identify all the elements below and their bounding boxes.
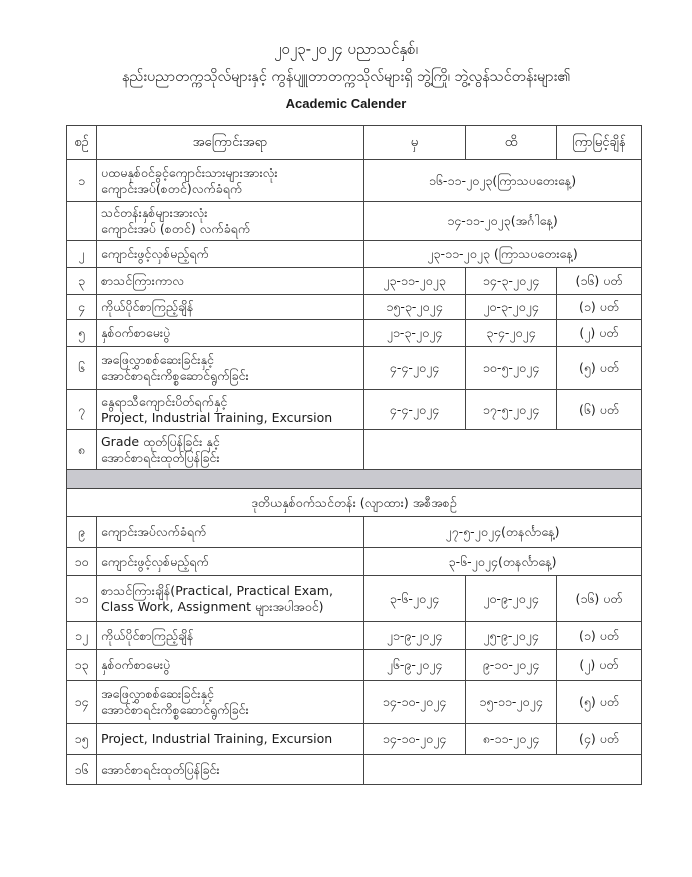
to-date: ၁၀-၅-၂၀၂၄ — [466, 347, 557, 390]
activity-cell — [97, 517, 364, 548]
table-row — [67, 681, 642, 724]
duration: (၄) ပတ် — [557, 724, 642, 755]
activity-cell — [97, 622, 364, 650]
activity-cell — [97, 755, 364, 785]
duration: (၁) ပတ် — [557, 295, 642, 320]
duration: (၁) ပတ် — [557, 622, 642, 650]
to-date: ၉-၁၀-၂၀၂၄ — [466, 650, 557, 681]
duration: (၁၆) ပတ် — [557, 268, 642, 295]
activity-line: ကျောင်းအပ်လက်ခံရက် — [101, 524, 207, 539]
table-row — [67, 548, 642, 576]
activity-line: ကျောင်းအပ်(စတင်)လက်ခံရက် — [101, 180, 243, 196]
activity-line: ကိုယ်ပိုင်စာကြည့်ချိန် — [101, 627, 194, 643]
row-number: ၄ — [67, 295, 97, 320]
activity-cell — [97, 241, 364, 268]
activity-line: နှစ်ဝက်စာမေးပွဲ — [101, 325, 171, 340]
activity-line: ပထမနှစ်ဝင်ခွင့်ကျောင်းသားများအားလုံး — [101, 164, 278, 180]
row-number: ၁၃ — [67, 650, 97, 681]
from-date: ၁၅-၃-၂၀၂၄ — [364, 295, 466, 320]
activity-cell — [97, 390, 364, 430]
date-span-cell: ၃-၆-၂၀၂၄(တနင်္လာနေ့) — [364, 548, 642, 576]
duration: (၅) ပတ် — [557, 681, 642, 724]
activity-line: ကိုယ်ပိုင်စာကြည့်ချိန် — [101, 299, 194, 314]
to-date: ၂၅-၉-၂၀၂၄ — [466, 622, 557, 650]
gray-band-row — [67, 470, 642, 489]
to-date: ၂၀-၉-၂၀၂၄ — [466, 576, 557, 622]
activity-line: စာသင်ကြားကာလ — [101, 273, 184, 288]
calendar-title: Academic Calender — [285, 96, 407, 111]
activity-cell — [97, 724, 364, 755]
duration: (၁၆) ပတ် — [557, 576, 642, 622]
table-header-row — [67, 126, 642, 160]
date-span-cell: ၁၄-၁၁-၂၀၂၃(အင်္ဂါနေ့) — [364, 202, 642, 241]
table-row — [67, 202, 642, 241]
column-header-activity: အကြောင်းအရာ — [97, 126, 364, 160]
table-row — [67, 755, 642, 785]
date-span-cell — [364, 755, 642, 785]
table-row — [67, 241, 642, 268]
semester2-rows — [67, 517, 642, 785]
semester2-header: ဒုတိယနှစ်ဝက်သင်တန်း (လျာထား) အစီအစဉ် — [67, 489, 642, 517]
date-span-cell: ၂၇-၅-၂၀၂၄(တနင်္လာနေ့) — [364, 517, 642, 548]
date-span-cell: ၂၃-၁၁-၂၀၂၃ (ကြာသပတေးနေ့) — [364, 241, 642, 268]
to-date: ၈-၁၁-၂၀၂၄ — [466, 724, 557, 755]
table-row — [67, 268, 642, 295]
activity-line: စာသင်ကြားချိန်(Practical, Practical Exam, — [101, 582, 333, 598]
activity-line: Grade ထုတ်ပြန်ခြင်း နှင့် — [101, 433, 220, 449]
column-header-from: မှ — [364, 126, 466, 160]
from-date: ၄-၄-၂၀၂၄ — [364, 390, 466, 430]
row-number: ၈ — [67, 430, 97, 470]
activity-line: အဖြေလွှာစစ်ဆေးခြင်းနှင့် — [101, 686, 214, 701]
row-number: ၁၀ — [67, 548, 97, 576]
from-date: ၂၆-၉-၂၀၂၄ — [364, 650, 466, 681]
from-date: ၂၁-၃-၂၀၂၄ — [364, 320, 466, 347]
row-number: ၅ — [67, 320, 97, 347]
duration: (၆) ပတ် — [557, 390, 642, 430]
activity-line: အောင်စာရင်းကိစ္စဆောင်ရွက်ခြင်း — [101, 702, 249, 717]
date-span-cell: ၁၆-၁၁-၂၀၂၃(ကြာသပတေးနေ့) — [364, 160, 642, 202]
table-row — [67, 517, 642, 548]
to-date: ၁၅-၁၁-၂၀၂၄ — [466, 681, 557, 724]
activity-cell — [97, 576, 364, 622]
activity-cell — [97, 268, 364, 295]
row-number: ၁၆ — [67, 755, 97, 785]
date-span-cell — [364, 430, 642, 470]
row-number: ၁၄ — [67, 681, 97, 724]
row-number: ၁၁ — [67, 576, 97, 622]
from-date: ၂၃-၁၁-၂၀၂၃ — [364, 268, 466, 295]
activity-cell — [97, 202, 364, 241]
activity-line: နှစ်ဝက်စာမေးပွဲ — [101, 657, 171, 672]
table-row — [67, 320, 642, 347]
activity-cell — [97, 548, 364, 576]
column-header-to: ထိ — [466, 126, 557, 160]
table-row — [67, 622, 642, 650]
from-date: ၁၄-၁၀-၂၀၂၄ — [364, 724, 466, 755]
duration: (၅) ပတ် — [557, 347, 642, 390]
from-date: ၁၄-၁၀-၂၀၂၄ — [364, 681, 466, 724]
activity-line: အောင်စာရင်းထုတ်ပြန်ခြင်း — [101, 449, 220, 465]
from-date: ၃-၆-၂၀၂၄ — [364, 576, 466, 622]
semester1-rows — [67, 160, 642, 470]
table-row — [67, 390, 642, 430]
from-date: ၂၁-၉-၂၀၂၄ — [364, 622, 466, 650]
semester-divider — [67, 470, 642, 517]
activity-cell — [97, 295, 364, 320]
row-number: ၁၂ — [67, 622, 97, 650]
activity-cell — [97, 320, 364, 347]
table-row — [67, 430, 642, 470]
activity-line: အောင်စာရင်းထုတ်ပြန်ခြင်း — [101, 761, 220, 777]
row-number: ၁ — [67, 160, 97, 202]
table-row — [67, 160, 642, 202]
table-row — [67, 295, 642, 320]
academic-year-title: ၂၀၂၃-၂၀၂၄ ပညာသင်နှစ်၊ — [273, 40, 418, 58]
column-header-duration: ကြာမြင့်ချိန် — [557, 126, 642, 160]
semester2-header-row — [67, 489, 642, 517]
to-date: ၁၇-၅-၂၀၂၄ — [466, 390, 557, 430]
activity-cell — [97, 160, 364, 202]
row-number — [67, 202, 97, 241]
activity-line: သင်တန်းနှစ်များအားလုံး — [101, 205, 208, 220]
duration: (၂) ပတ် — [557, 320, 642, 347]
column-header-no: စဉ် — [67, 126, 97, 160]
row-number: ၁၅ — [67, 724, 97, 755]
row-number: ၆ — [67, 347, 97, 390]
activity-line: အောင်စာရင်းကိစ္စဆောင်ရွက်ခြင်း — [101, 368, 249, 383]
to-date: ၃-၄-၂၀၂၄ — [466, 320, 557, 347]
institution-title: နည်းပညာတက္ကသိုလ်များနှင့် ကွန်ပျူတာတက္ကသိုလ်များရှိ ဘွဲ့ကြို၊ ဘွဲ့လွန်သင်တန်းများ၏ — [121, 69, 571, 85]
activity-cell — [97, 347, 364, 390]
to-date: ၁၄-၃-၂၀၂၄ — [466, 268, 557, 295]
duration: (၂) ပတ် — [557, 650, 642, 681]
table-row — [67, 576, 642, 622]
table-row — [67, 724, 642, 755]
activity-cell — [97, 681, 364, 724]
to-date: ၂၀-၃-၂၀၂၄ — [466, 295, 557, 320]
gray-band-cell — [67, 470, 642, 489]
row-number: ၇ — [67, 390, 97, 430]
activity-line: Class Work, Assignment များအပါအဝင်) — [101, 598, 324, 614]
activity-line: နွေရာသီကျောင်းပိတ်ရက်နှင့် — [101, 393, 228, 409]
table-row — [67, 650, 642, 681]
table-row — [67, 347, 642, 390]
row-number: ၂ — [67, 241, 97, 268]
activity-cell — [97, 650, 364, 681]
activity-line: ကျောင်းဖွင့်လှစ်မည့်ရက် — [101, 553, 209, 569]
activity-line: Project, Industrial Training, Excursion — [101, 731, 333, 746]
academic-calendar-table — [66, 125, 642, 785]
row-number: ၉ — [67, 517, 97, 548]
activity-line: ကျောင်းအပ် (စတင်) လက်ခံရက် — [101, 221, 251, 236]
activity-cell — [97, 430, 364, 470]
activity-line: အဖြေလွှာစစ်ဆေးခြင်းနှင့် — [101, 352, 214, 367]
row-number: ၃ — [67, 268, 97, 295]
activity-line: Project, Industrial Training, Excursion — [101, 409, 333, 425]
from-date: ၄-၄-၂၀၂၄ — [364, 347, 466, 390]
activity-line: ကျောင်းဖွင့်လှစ်မည့်ရက် — [101, 246, 209, 261]
